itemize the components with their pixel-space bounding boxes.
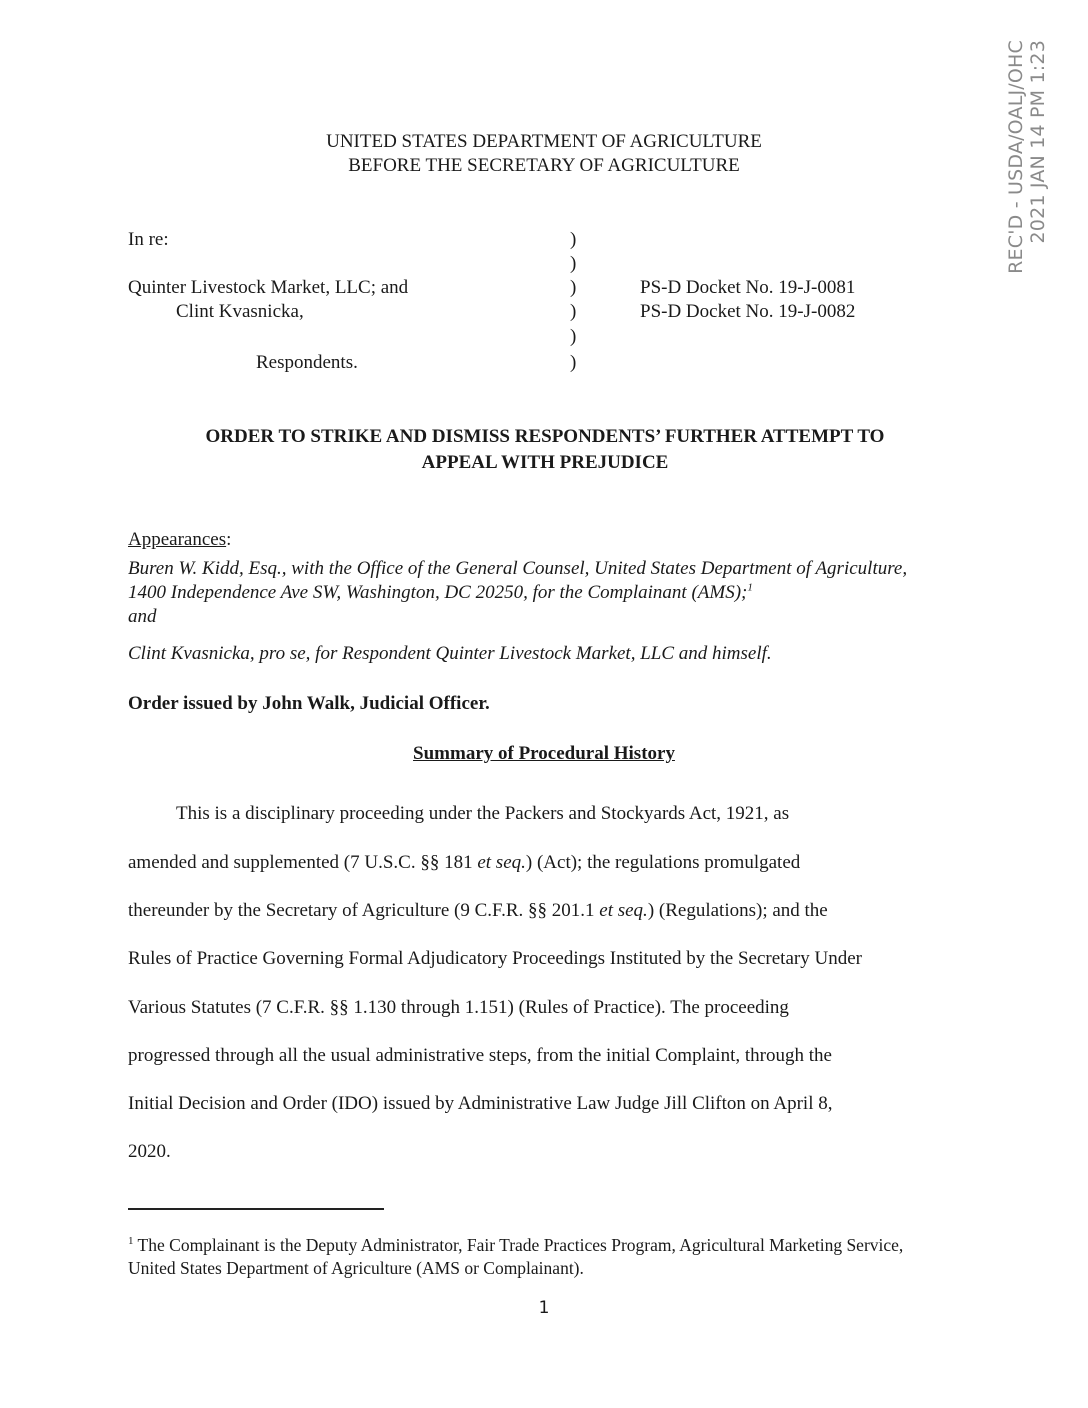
body-line: Rules of Practice Governing Formal Adjudicatory Proceedings Instituted by the Secretary Under bbox=[128, 948, 862, 969]
header-department: UNITED STATES DEPARTMENT OF AGRICULTURE bbox=[326, 131, 762, 152]
caption-in-re: In re: bbox=[128, 229, 169, 250]
body-line bbox=[128, 852, 800, 874]
appearances-label: Appearances bbox=[128, 529, 227, 550]
body-line: Various Statutes (7 C.F.R. §§ 1.130 through 1.151) (Rules of Practice). The proceeding bbox=[128, 997, 789, 1018]
caption-paren: ) bbox=[570, 301, 577, 322]
order-title-line-2: APPEAL WITH PREJUDICE bbox=[421, 452, 669, 473]
caption-party-1: Quinter Livestock Market, LLC; and bbox=[128, 277, 409, 298]
body-line-text: thereunder by the Secretary of Agriculture (9 C.F.R. §§ 201.1 bbox=[128, 900, 600, 921]
body-line: progressed through all the usual administrative steps, from the initial Complaint, through the bbox=[128, 1045, 832, 1066]
page-number: 1 bbox=[538, 1298, 550, 1318]
order-issued-by: Order issued by John Walk, Judicial Officer. bbox=[128, 693, 490, 714]
body-line-text: amended and supplemented (7 U.S.C. §§ 181 bbox=[128, 852, 478, 873]
stamp-line-1: REC'D - USDA/OALJ/OHC bbox=[1005, 40, 1027, 274]
caption-respondents: Respondents. bbox=[256, 352, 358, 373]
appearances-colon: : bbox=[226, 529, 232, 550]
body-line-text: ) (Regulations); and the bbox=[647, 900, 828, 921]
order-title bbox=[120, 424, 970, 476]
body-line: 2020. bbox=[128, 1141, 171, 1162]
appearance-complainant bbox=[128, 557, 908, 629]
appearances-heading bbox=[128, 529, 231, 551]
body-line: This is a disciplinary proceeding under the Packers and Stockyards Act, 1921, as bbox=[176, 803, 790, 824]
caption-paren: ) bbox=[570, 229, 577, 250]
caption-paren: ) bbox=[570, 352, 577, 373]
footnote-number: 1 bbox=[128, 1235, 134, 1248]
document-header bbox=[0, 130, 1088, 178]
body-line bbox=[128, 900, 828, 922]
appearance-complainant-tail: and bbox=[128, 606, 157, 627]
header-before: BEFORE THE SECRETARY OF AGRICULTURE bbox=[348, 155, 740, 176]
docket-number-1: PS-D Docket No. 19-J-0081 bbox=[640, 277, 856, 298]
section-heading: Summary of Procedural History bbox=[413, 743, 675, 764]
order-title-line-1: ORDER TO STRIKE AND DISMISS RESPONDENTS’ FURTHER ATTEMPT TO bbox=[205, 426, 885, 447]
stamp-line-2: 2021 JAN 14 PM 1:23 bbox=[1027, 40, 1049, 244]
caption-paren: ) bbox=[570, 277, 577, 298]
caption-party-2: Clint Kvasnicka, bbox=[176, 301, 304, 322]
footnote-ref[interactable]: 1 bbox=[747, 581, 753, 594]
footnote-text: The Complainant is the Deputy Administrator, Fair Trade Practices Program, Agricultural Marketing Service, United States Department of Agriculture (AMS or Complainant). bbox=[128, 1235, 904, 1278]
caption-paren: ) bbox=[570, 326, 577, 347]
docket-number-2: PS-D Docket No. 19-J-0082 bbox=[640, 301, 856, 322]
footnote bbox=[128, 1234, 948, 1280]
et-seq: et seq. bbox=[599, 900, 648, 921]
caption-paren: ) bbox=[570, 253, 577, 274]
appearance-respondent: Clint Kvasnicka, pro se, for Respondent Quinter Livestock Market, LLC and himself. bbox=[128, 643, 772, 664]
body-line-text: ) (Act); the regulations promulgated bbox=[525, 852, 801, 873]
appearance-complainant-text: Buren W. Kidd, Esq., with the Office of the General Counsel, United States Department of Agriculture, 1400 Independence Ave SW, Washington, DC 20250, for the Complainant (AMS); bbox=[128, 558, 908, 603]
body-line: Initial Decision and Order (IDO) issued by Administrative Law Judge Jill Clifton on April 8, bbox=[128, 1093, 833, 1114]
et-seq: et seq. bbox=[477, 852, 526, 873]
footnote-separator bbox=[128, 1208, 384, 1210]
